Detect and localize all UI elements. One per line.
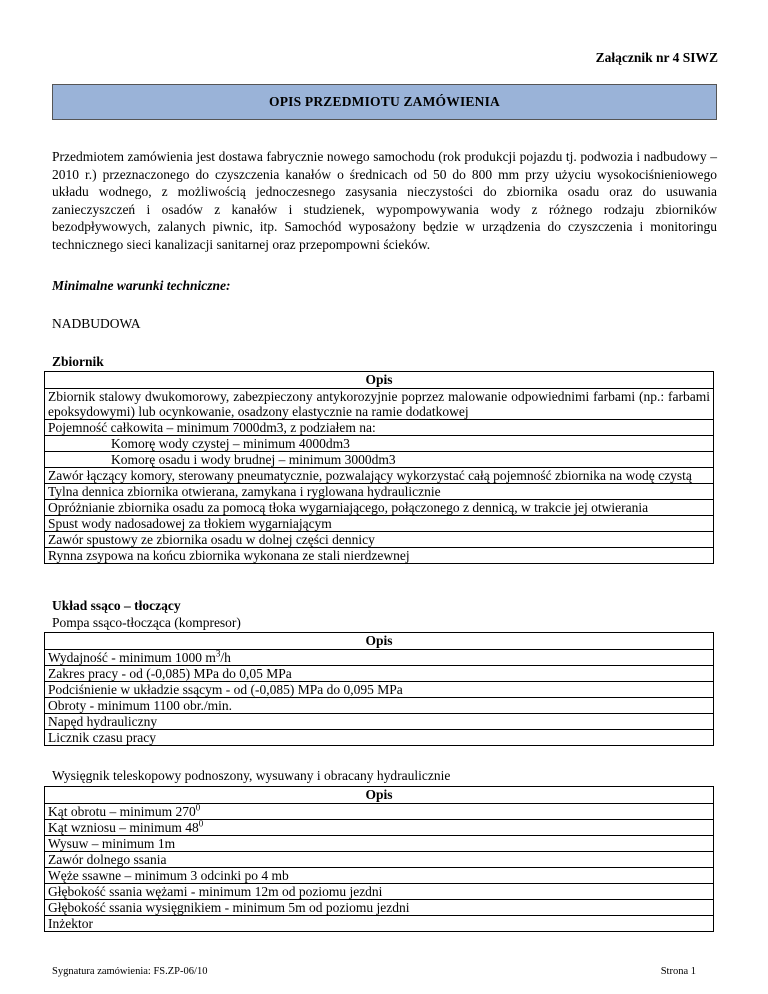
boom-table	[44, 786, 714, 932]
table-row: Węże ssawne – minimum 3 odcinki po 4 mb	[45, 868, 714, 884]
superscript: 0	[198, 818, 204, 829]
table-row: Licznik czasu pracy	[45, 730, 714, 746]
table-row: Komorę osadu i wody brudnej – minimum 3000dm3	[45, 452, 714, 468]
table-row: Głębokość ssania wysięgnikiem - minimum 5m od poziomu jezdni	[45, 900, 714, 916]
annex-label: Załącznik nr 4 SIWZ	[595, 50, 718, 65]
footer-signature: Sygnatura zamówienia: FS.ZP-06/10	[52, 966, 208, 977]
table-header: Opis	[45, 787, 714, 804]
uklad-subheading: Pompa ssąco-tłocząca (kompresor)	[52, 615, 241, 630]
table-row: Rynna zsypowa na końcu zbiornika wykonana ze stali nierdzewnej	[45, 548, 714, 564]
table-row: Obroty - minimum 1100 obr./min.	[45, 698, 714, 714]
table-row	[45, 804, 714, 820]
row-text: Kąt wzniosu – minimum 48	[48, 820, 199, 835]
row-text: Kąt obrotu – minimum 270	[48, 804, 196, 819]
table-row: Napęd hydrauliczny	[45, 714, 714, 730]
table-row: Komorę wody czystej – minimum 4000dm3	[45, 436, 714, 452]
table-row: Wysuw – minimum 1m	[45, 836, 714, 852]
superscript: 0	[195, 802, 201, 813]
zbiornik-table	[44, 371, 714, 564]
min-conditions-heading: Minimalne warunki techniczne:	[52, 278, 231, 293]
row-text: Wydajność - minimum 1000 m	[48, 650, 216, 665]
pump-table	[44, 632, 714, 746]
row-suffix: /h	[220, 650, 231, 665]
table-row: Zawór spustowy ze zbiornika osadu w dolnej części dennicy	[45, 532, 714, 548]
table-row: Opróżnianie zbiornika osadu za pomocą tłoka wygarniającego, połączonego z dennicą, w trakcie jej otwierania	[45, 500, 714, 516]
table-row: Podciśnienie w układzie ssącym - od (-0,085) MPa do 0,095 MPa	[45, 682, 714, 698]
table-row	[45, 650, 714, 666]
table-row: Inżektor	[45, 916, 714, 932]
document-title-box	[52, 84, 717, 120]
section-heading: NADBUDOWA	[52, 316, 141, 331]
table-row: Zawór dolnego ssania	[45, 852, 714, 868]
table-header: Opis	[45, 372, 714, 389]
table-row: Zakres pracy - od (-0,085) MPa do 0,05 MPa	[45, 666, 714, 682]
superscript: 3	[215, 648, 221, 659]
table-row: Zawór łączący komory, sterowany pneumatycznie, pozwalający wykorzystać całą pojemność zbiornika na wodę czystą	[45, 468, 714, 484]
table-row: Głębokość ssania wężami - minimum 12m od poziomu jezdni	[45, 884, 714, 900]
document-title: OPIS PRZEDMIOTU ZAMÓWIENIA	[269, 94, 500, 109]
table-row: Zbiornik stalowy dwukomorowy, zabezpieczony antykorozyjnie poprzez malowanie odpowiednimi farbami (np.: farbami epoksydowymi) lub ocynkowanie, osadzony elastycznie na ramie dodatkowej	[45, 389, 714, 420]
footer-page-number: Strona 1	[660, 966, 696, 977]
uklad-heading: Układ ssąco – tłoczący	[52, 598, 181, 613]
intro-paragraph: Przedmiotem zamówienia jest dostawa fabrycznie nowego samochodu (rok produkcji pojazdu tj. podwozia i nadbudowy – 2010 r.) przeznaczonego do czyszczenia kanałów o średnicach od 50 do 800 mm przy użyciu wysokociśnieniowego układu wodnego, z możliwością jednoczesnego zasysania nieczystości do zbiornika osadu oraz do usuwania zanieczyszczeń i osadów z kanałów i studzienek, wypompowywania wody z różnego rodzaju zbiorników bezodpływowych, zalanych piwnic, itp. Samochód wyposażony będzie w urządzenia do czyszczenia i monitoringu technicznego sieci kanalizacji sanitarnej oraz przepompowni ścieków.	[52, 149, 717, 252]
table-row: Pojemność całkowita – minimum 7000dm3, z podziałem na:	[45, 420, 714, 436]
table-header: Opis	[45, 633, 714, 650]
table-row: Tylna dennica zbiornika otwierana, zamykana i ryglowana hydraulicznie	[45, 484, 714, 500]
boom-subheading: Wysięgnik teleskopowy podnoszony, wysuwany i obracany hydraulicznie	[52, 768, 451, 783]
zbiornik-heading: Zbiornik	[52, 354, 104, 369]
table-row: Spust wody nadosadowej za tłokiem wygarniającym	[45, 516, 714, 532]
table-row	[45, 820, 714, 836]
